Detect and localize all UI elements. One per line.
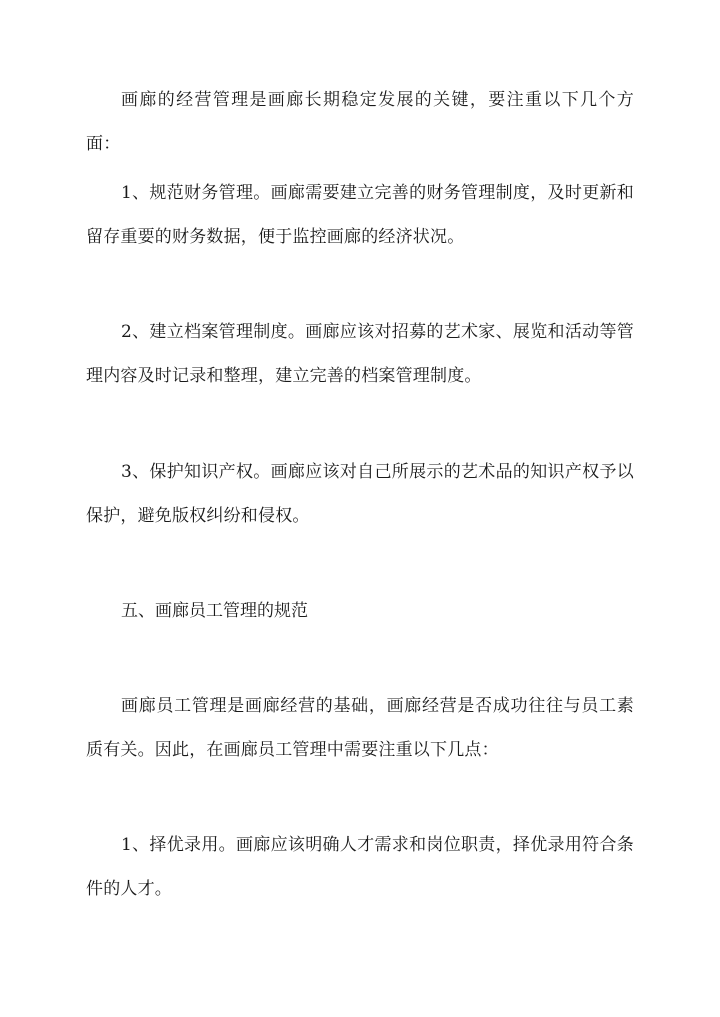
item-financial-management: 1、规范财务管理。画廊需要建立完善的财务管理制度，及时更新和留存重要的财务数据，便于监控画廊的经济状况。 [86,183,634,247]
intro-paragraph: 画廊的经营管理是画廊长期稳定发展的关键，要注重以下几个方面： [86,90,634,154]
section-heading: 五、画廊员工管理的规范 [121,601,308,621]
item-intellectual-property: 3、保护知识产权。画廊应该对自己所展示的艺术品的知识产权予以保护，避免版权纠纷和侵权。 [86,462,634,526]
item-archive-management: 2、建立档案管理制度。画廊应该对招募的艺术家、展览和活动等管理内容及时记录和整理，建立完善的档案管理制度。 [86,322,634,386]
section-intro-paragraph: 画廊员工管理是画廊经营的基础，画廊经营是否成功往往与员工素质有关。因此，在画廊员工管理中需要注重以下几点： [86,696,634,760]
item-hiring: 1、择优录用。画廊应该明确人才需求和岗位职责，择优录用符合条件的人才。 [86,835,634,899]
